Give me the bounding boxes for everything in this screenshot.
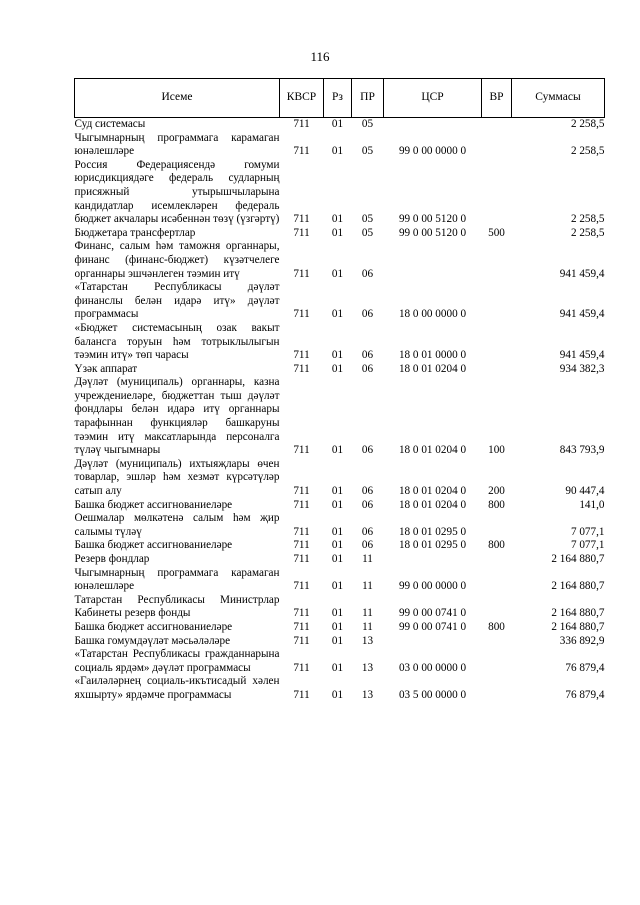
cell-csr: 18 0 01 0204 0: [398, 362, 467, 375]
cell-sum: 2 258,5: [570, 213, 605, 226]
table-row: [75, 132, 605, 159]
cell-pr: 06: [361, 444, 374, 457]
cell-name: Башка гомумдәүләт мәсьәләләре: [74, 634, 231, 647]
cell-pr: 06: [361, 485, 374, 498]
cell-csr: 99 0 00 0741 0: [398, 620, 467, 633]
cell-csr: [384, 553, 482, 567]
table-row: [75, 499, 605, 513]
page-number: 116: [310, 49, 330, 64]
cell-csr: 18 0 01 0295 0: [398, 525, 467, 538]
cell-name: «Татарстан Республикасы дәүләт финанслы белән идарә итү» дәүләт программасы: [74, 281, 280, 321]
cell-pr: 05: [361, 118, 374, 130]
cell-name: Чыгымнарның программага карамаган юнәлешләре: [74, 131, 280, 158]
cell-csr: 18 0 00 0000 0: [398, 308, 467, 321]
cell-sum: 2 258,5: [570, 226, 605, 239]
cell-kvsr: 711: [293, 213, 310, 226]
table-row: [75, 159, 605, 227]
cell-pr: 11: [362, 607, 373, 620]
cell-sum: 2 164 880,7: [551, 607, 605, 620]
cell-kvsr: 711: [293, 485, 310, 498]
cell-pr: 11: [362, 580, 373, 593]
cell-kvsr: 711: [293, 118, 310, 130]
cell-vr: [482, 648, 512, 675]
header-rz: Рз: [324, 79, 352, 118]
cell-sum: 76 879,4: [565, 688, 605, 701]
cell-name: «Татарстан Республикасы гражданнарына социаль ярдәм» дәүләт программасы: [74, 648, 280, 674]
cell-name: Финанс, салым һәм таможня органнары, финанс (финанс-бюджет) күзәтчелеге органнары эшчәнлеген тәэмин итү: [74, 240, 280, 280]
cell-name: Резерв фондлар: [74, 553, 150, 565]
cell-vr: [482, 567, 512, 594]
cell-kvsr: 711: [293, 688, 310, 701]
cell-rz: 01: [331, 267, 344, 280]
cell-name: Бюджетара трансфертлар: [74, 226, 196, 239]
header-csr: ЦСР: [384, 79, 482, 118]
cell-kvsr: 711: [293, 498, 310, 511]
cell-rz: 01: [331, 118, 344, 130]
table-row: [75, 458, 605, 499]
cell-vr: 800: [488, 620, 505, 633]
cell-csr: 99 0 00 0000 0: [398, 580, 467, 593]
header-vr: ВР: [482, 79, 512, 118]
cell-rz: 01: [331, 308, 344, 321]
cell-pr: 05: [361, 213, 374, 226]
cell-csr: 03 0 00 0000 0: [398, 661, 467, 674]
cell-sum: 336 892,9: [559, 634, 605, 647]
cell-rz: 01: [331, 620, 344, 633]
cell-sum: 2 164 880,7: [551, 620, 605, 633]
cell-rz: 01: [331, 444, 344, 457]
cell-vr: [482, 594, 512, 621]
cell-csr: 99 0 00 0741 0: [398, 607, 467, 620]
cell-kvsr: 711: [293, 553, 310, 565]
table-row: [75, 539, 605, 553]
table-row: [75, 118, 605, 132]
table-body: [75, 118, 605, 703]
cell-vr: [482, 635, 512, 649]
cell-sum: 90 447,4: [565, 485, 605, 498]
cell-name: Чыгымнарның программага карамаган юнәлешләре: [74, 566, 280, 593]
cell-pr: 11: [362, 620, 373, 633]
cell-sum: 941 459,4: [559, 308, 605, 321]
cell-vr: [482, 159, 512, 227]
cell-name: «Гаиләләрнең социаль-икътисадый хәлен яхшырту» ярдәмче программасы: [74, 675, 280, 701]
cell-csr: [384, 635, 482, 649]
cell-name: Дәүләт (муниципаль) органнары, казна учреждениеләре, бюджеттан тыш дәүләт фондлары белән идарә итү органнары тарафыннан функцияләр башкаруны тәэмин итү максатларында персоналга түләү чыгымнары: [74, 376, 280, 457]
cell-kvsr: 711: [293, 634, 310, 647]
cell-sum: 2 258,5: [570, 145, 605, 158]
cell-name: Суд системасы: [74, 118, 146, 130]
cell-name: Башка бюджет ассигнованиеләре: [74, 620, 233, 633]
cell-pr: 06: [361, 362, 374, 375]
cell-sum: 7 077,1: [570, 525, 605, 538]
cell-csr: 18 0 01 0204 0: [398, 444, 467, 457]
table-row: [75, 240, 605, 281]
cell-sum: 2 164 880,7: [551, 553, 605, 565]
cell-csr: 99 0 00 5120 0: [398, 226, 467, 239]
table-row: [75, 363, 605, 377]
cell-rz: 01: [331, 362, 344, 375]
table-row: [75, 648, 605, 675]
cell-sum: 2 258,5: [570, 118, 605, 130]
cell-name: Үзәк аппарат: [74, 362, 138, 375]
header-row: [75, 79, 605, 118]
cell-rz: 01: [331, 213, 344, 226]
cell-pr: 06: [361, 349, 374, 362]
header-sum: Суммасы: [512, 79, 605, 118]
cell-sum: 934 382,3: [559, 362, 605, 375]
cell-vr: [482, 322, 512, 363]
cell-rz: 01: [331, 226, 344, 239]
cell-vr: 200: [488, 485, 505, 498]
cell-pr: 06: [361, 267, 374, 280]
cell-kvsr: 711: [293, 607, 310, 620]
cell-sum: 141,0: [579, 498, 605, 511]
cell-name: Башка бюджет ассигнованиеләре: [74, 498, 233, 511]
cell-sum: 2 164 880,7: [551, 580, 605, 593]
cell-name: Татарстан Республикасы Министрлар Кабинеты резерв фонды: [74, 593, 280, 620]
table-row: [75, 675, 605, 702]
table-row: [75, 512, 605, 539]
cell-pr: 13: [361, 634, 374, 647]
cell-csr: 18 0 01 0204 0: [398, 498, 467, 511]
cell-csr: [384, 240, 482, 281]
cell-kvsr: 711: [293, 580, 310, 593]
table-row: [75, 621, 605, 635]
cell-pr: 11: [362, 553, 373, 565]
cell-kvsr: 711: [293, 620, 310, 633]
cell-vr: [482, 240, 512, 281]
cell-kvsr: 711: [293, 145, 310, 158]
cell-vr: 100: [488, 444, 505, 457]
cell-csr: 18 0 01 0295 0: [398, 539, 467, 552]
cell-name: «Бюджет системасының озак вакыт балансга торуын һәм тотрыклылыгын тәэмин итү» төп чарасы: [74, 321, 280, 362]
cell-kvsr: 711: [293, 308, 310, 321]
cell-rz: 01: [331, 634, 344, 647]
cell-vr: [482, 363, 512, 377]
cell-kvsr: 711: [293, 444, 310, 457]
cell-vr: 800: [488, 498, 505, 511]
table-row: [75, 567, 605, 594]
header-pr: ПР: [352, 79, 384, 118]
cell-csr: 03 5 00 0000 0: [398, 688, 467, 701]
cell-name: Оешмалар мөлкәтенә салым һәм җир салымы түләү: [74, 512, 280, 538]
cell-name: Дәүләт (муниципаль) ихтыяҗлары өчен товарлар, эшләр һәм хезмәт күрсәтүләр сатып алу: [74, 457, 280, 498]
cell-vr: [482, 281, 512, 322]
budget-table: [74, 78, 605, 703]
cell-kvsr: 711: [293, 661, 310, 674]
table-row: [75, 376, 605, 458]
header-kvsr: КВСР: [280, 79, 324, 118]
cell-sum: 7 077,1: [570, 539, 605, 552]
cell-vr: [482, 132, 512, 159]
cell-rz: 01: [331, 553, 344, 565]
cell-csr: 99 0 00 5120 0: [398, 213, 467, 226]
cell-kvsr: 711: [293, 267, 310, 280]
cell-pr: 06: [361, 525, 374, 538]
cell-sum: 76 879,4: [565, 661, 605, 674]
cell-rz: 01: [331, 661, 344, 674]
cell-pr: 05: [361, 226, 374, 239]
table-row: [75, 227, 605, 241]
table-row: [75, 594, 605, 621]
cell-vr: 500: [488, 226, 505, 239]
cell-rz: 01: [331, 539, 344, 552]
cell-kvsr: 711: [293, 525, 310, 538]
cell-pr: 05: [361, 145, 374, 158]
cell-pr: 06: [361, 498, 374, 511]
cell-rz: 01: [331, 525, 344, 538]
cell-csr: [384, 118, 482, 132]
cell-sum: 941 459,4: [559, 349, 605, 362]
cell-pr: 06: [361, 539, 374, 552]
header-name: Исеме: [75, 79, 280, 118]
cell-rz: 01: [331, 145, 344, 158]
cell-pr: 06: [361, 308, 374, 321]
cell-kvsr: 711: [293, 349, 310, 362]
cell-vr: 800: [488, 539, 505, 552]
cell-pr: 13: [361, 661, 374, 674]
cell-vr: [482, 118, 512, 132]
cell-csr: 18 0 01 0000 0: [398, 349, 467, 362]
table-row: [75, 635, 605, 649]
cell-rz: 01: [331, 485, 344, 498]
cell-vr: [482, 553, 512, 567]
cell-kvsr: 711: [293, 226, 310, 239]
cell-name: Башка бюджет ассигнованиеләре: [74, 539, 233, 552]
cell-name: Россия Федерациясендә гомуми юрисдикциядәге федераль судларның присяжный утырышчыларына кандидатлар исемлекләрен федераль бюджет акчалары исәбеннән төзү (үзгәртү): [74, 158, 280, 226]
cell-kvsr: 711: [293, 539, 310, 552]
cell-rz: 01: [331, 688, 344, 701]
cell-pr: 13: [361, 688, 374, 701]
table-row: [75, 281, 605, 322]
cell-rz: 01: [331, 607, 344, 620]
table-row: [75, 553, 605, 567]
cell-kvsr: 711: [293, 362, 310, 375]
cell-rz: 01: [331, 498, 344, 511]
cell-sum: 941 459,4: [559, 267, 605, 280]
cell-vr: [482, 512, 512, 539]
cell-rz: 01: [331, 349, 344, 362]
table-row: [75, 322, 605, 363]
cell-rz: 01: [331, 580, 344, 593]
cell-csr: 18 0 01 0204 0: [398, 485, 467, 498]
cell-csr: 99 0 00 0000 0: [398, 145, 467, 158]
cell-sum: 843 793,9: [559, 444, 605, 457]
cell-vr: [482, 675, 512, 702]
